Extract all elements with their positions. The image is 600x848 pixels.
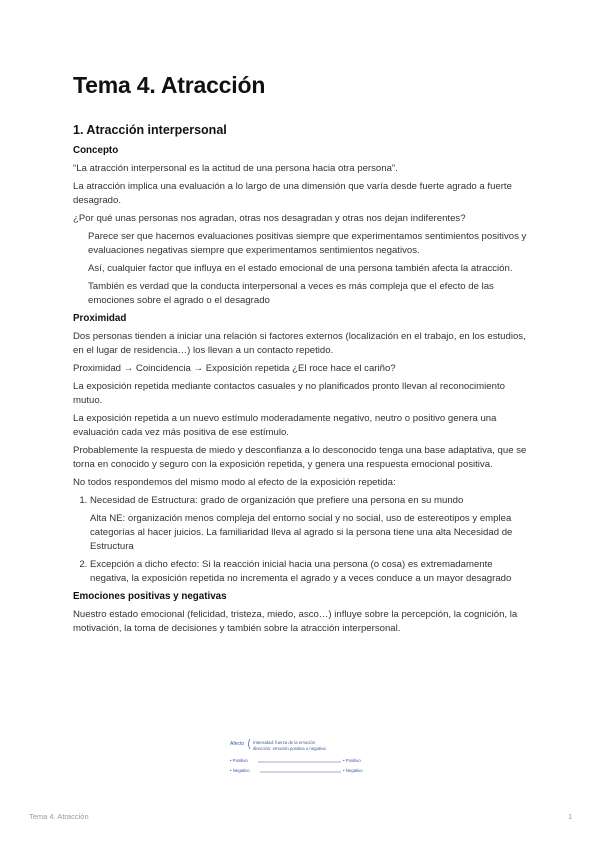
negative-left-label: • Negativo — [230, 768, 250, 773]
positive-left-label: • Positivo — [230, 758, 248, 763]
indented-paragraph: Así, cualquier factor que influya en el estado emocional de una persona también afecta la atracción. — [88, 263, 513, 274]
paragraph: La atracción implica una evaluación a lo largo de una dimensión que varía desde fuerte agrado a fuerte desagrado. — [73, 181, 512, 206]
negative-right-label: • Negativo — [343, 768, 363, 773]
indented-paragraph: También es verdad que la conducta interpersonal a veces es más compleja que el efecto de las emociones sobre el agrado o el desagrado — [88, 281, 494, 306]
affect-diagram — [228, 737, 376, 777]
paragraph: La exposición repetida mediante contactos casuales y no planificados pronto llevan al reconocimiento mutuo. — [73, 381, 505, 406]
page-number: 1 — [568, 812, 573, 821]
indented-paragraph: Parece ser que hacemos evaluaciones positivas siempre que experimentamos sentimientos positivos y evaluaciones negativas siempre que experimentamos sentimientos negativos. — [88, 231, 527, 256]
list-item-subtext: Alta NE: organización menos compleja del entorno social y no social, uso de estereotipos y emplea categorías al hacer juicios. La familiaridad lleva al agrado si la persona tiene una alta Necesidad de Estructura — [90, 513, 513, 552]
footer-title: Tema 4. Atracción — [29, 812, 89, 821]
paragraph: Probablemente la respuesta de miedo y desconfianza a lo desconocido tenga una base adaptativa, que se torna en conocido y seguro con la exposición repetida, y genera una respuesta emocional positiva. — [73, 445, 527, 470]
paragraph: Nuestro estado emocional (felicidad, tristeza, miedo, asco…) influye sobre la percepción, la cognición, la motivación, la toma de decisiones y también sobre la atracción interpersonal. — [73, 609, 518, 634]
affect-desc-intensity: Intensidad: fuerza de la emoción — [253, 740, 316, 745]
subsection-heading-concepto: Concepto — [73, 145, 119, 156]
positive-right-label: • Positivo — [343, 758, 361, 763]
list-item — [90, 494, 533, 554]
subsection-heading-emociones: Emociones positivas y negativas — [73, 591, 227, 602]
paragraph: ¿Por qué unas personas nos agradan, otras nos desagradan y otras nos dejan indiferentes? — [73, 213, 466, 224]
affect-label: Afecto — [230, 741, 245, 747]
list-item-text: Excepción a dicho efecto: Si la reacción inicial hacia una persona (o cosa) es extremadamente negativa, la exposición repetida no incrementa el agrado y a veces conduce a un mayor desagrado — [90, 559, 512, 584]
list-item — [90, 558, 533, 586]
brace-icon — [249, 739, 251, 749]
paragraph: No todos respondemos del mismo modo al efecto de la exposición repetida: — [73, 477, 396, 488]
affect-desc-direction: dirección: emoción positiva o negativa — [253, 746, 326, 751]
section-heading: 1. Atracción interpersonal — [73, 123, 227, 137]
paragraph: “La atracción interpersonal es la actitud de una persona hacia otra persona”. — [73, 163, 398, 174]
paragraph: La exposición repetida a un nuevo estímulo moderadamente negativo, neutro o positivo genera una evaluación cada vez más positiva de ese estímulo. — [73, 413, 497, 438]
numbered-list — [73, 494, 533, 586]
subsection-heading-proximidad: Proximidad — [73, 313, 127, 324]
page-title: Tema 4. Atracción — [73, 72, 266, 98]
list-item-text: Necesidad de Estructura: grado de organización que prefiere una persona en su mundo — [90, 495, 464, 506]
paragraph: Proximidad → Coincidencia → Exposición repetida ¿El roce hace el cariño? — [73, 363, 396, 374]
content-body — [73, 122, 533, 640]
paragraph: Dos personas tienden a iniciar una relación si factores externos (localización en el trabajo, en los estudios, en el lugar de residencia…) los llevan a un contacto repetido. — [73, 331, 526, 356]
